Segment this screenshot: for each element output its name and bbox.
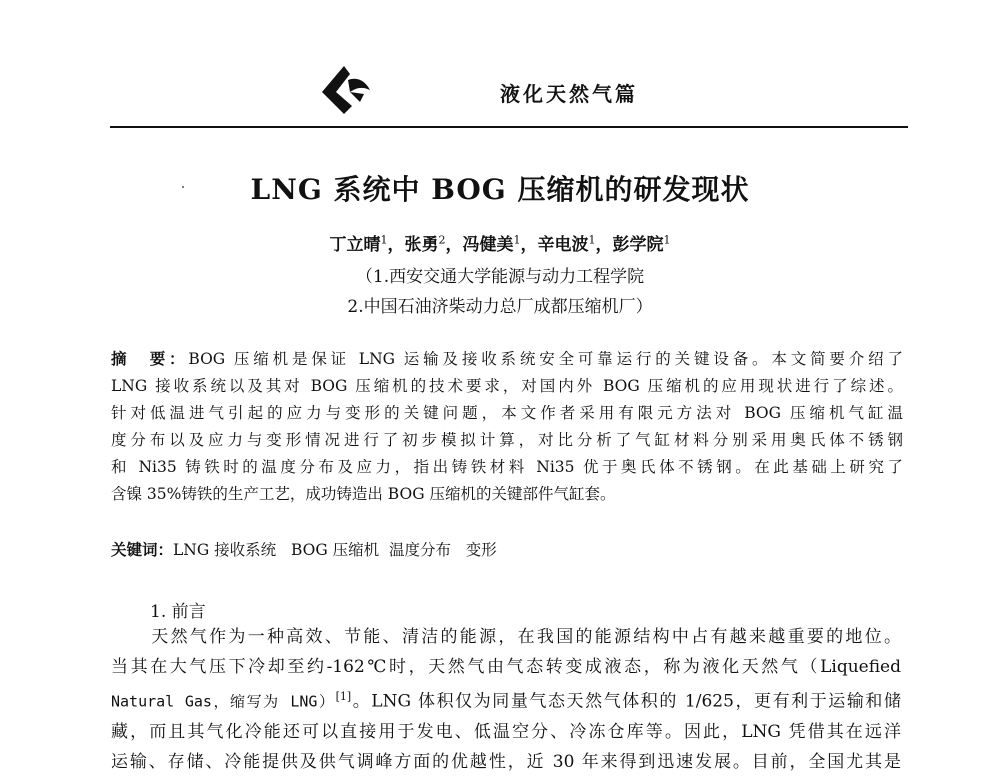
author-separator: ， xyxy=(595,235,613,255)
body-line-text: 。LNG 体积仅为同量气态天然气体积的 1/625，更有利于运输和储 xyxy=(351,691,901,712)
author-name: 冯健美 xyxy=(462,235,514,255)
author-affiliation-mark: 1 xyxy=(380,233,388,247)
keywords xyxy=(111,536,497,564)
author-affiliation-mark: 2 xyxy=(438,233,446,247)
section-title: 液化天然气篇 xyxy=(500,82,638,106)
author-name: 彭学院 xyxy=(612,235,664,255)
abstract-line xyxy=(111,345,903,373)
body-line xyxy=(111,622,901,652)
author-affiliation-mark: 1 xyxy=(663,233,671,247)
abstract-line-text: BOG 压缩机是保证 LNG 运输及接收系统安全可靠运行的关键设备。本文简要介绍了 xyxy=(188,350,903,368)
author-name: 辛电波 xyxy=(537,235,589,255)
abstract-line: LNG 接收系统以及其对 BOG 压缩机的技术要求，对国内外 BOG 压缩机的应用现状进行了综述。 xyxy=(111,377,903,395)
abstract xyxy=(111,345,903,508)
author-list xyxy=(0,230,1000,255)
abstract-label: 摘 要： xyxy=(111,349,189,368)
keywords-label: 关键词： xyxy=(111,540,174,559)
body-line: 运输、存储、冷能提供及供气调峰方面的优越性，近 30 年来得到迅速发展。目前，全国尤其是 xyxy=(111,751,901,772)
body-line xyxy=(111,682,901,717)
affiliation-2: 2.中国石油济柴动力总厂成都压缩机厂） xyxy=(347,297,653,317)
abstract-line: 度分布以及应力与变形情况进行了初步模拟计算，对比分析了气缸材料分别采用奥氏体不锈钢 xyxy=(111,431,903,449)
author-name: 丁立晴 xyxy=(329,235,381,255)
abstract-line: 和 Ni35 铸铁时的温度分布及应力，指出铸铁材料 Ni35 优于奥氏体不锈钢。在此基础上研究了 xyxy=(111,458,903,476)
body-line: 当其在大气压下冷却至约-162℃时，天然气由气态转变成液态，称为液化天然气（Liquefied xyxy=(111,657,901,677)
affiliation-1: （1.西安交通大学能源与动力工程学院 xyxy=(355,267,645,287)
author-affiliation-mark: 1 xyxy=(513,233,521,247)
abstract-line: 针对低温进气引起的应力与变形的关键问题，本文作者采用有限元方法对 BOG 压缩机气缸温 xyxy=(111,404,903,422)
author-separator: ， xyxy=(445,235,463,255)
keywords-text: LNG 接收系统 BOG 压缩机 温度分布 变形 xyxy=(173,541,497,559)
body-line-text: 天然气作为一种高效、节能、清洁的能源，在我国的能源结构中占有越来越重要的地位。 xyxy=(149,627,901,647)
citation-ref: [1] xyxy=(335,690,352,703)
author-separator: ， xyxy=(387,235,405,255)
body-line-text: Natural Gas，缩写为 LNG） xyxy=(111,692,336,711)
abstract-line: 含镍 35%铸铁的生产工艺，成功铸造出 BOG 压缩机的关键部件气缸套。 xyxy=(111,485,616,503)
body-line: 藏，而且其气化冷能还可以直接用于发电、低温空分、冷冻仓库等。因此，LNG 凭借其在远洋 xyxy=(111,721,901,742)
author-affiliation-mark: 1 xyxy=(588,233,596,247)
author-separator: ， xyxy=(520,235,538,255)
journal-logo xyxy=(314,62,374,122)
section-body xyxy=(111,622,901,777)
header-divider xyxy=(110,126,908,128)
section-heading: 1. 前言 xyxy=(150,602,206,622)
paper-title: LNG 系统中 BOG 压缩机的研发现状 xyxy=(250,173,750,206)
author-name: 张勇 xyxy=(404,235,439,255)
